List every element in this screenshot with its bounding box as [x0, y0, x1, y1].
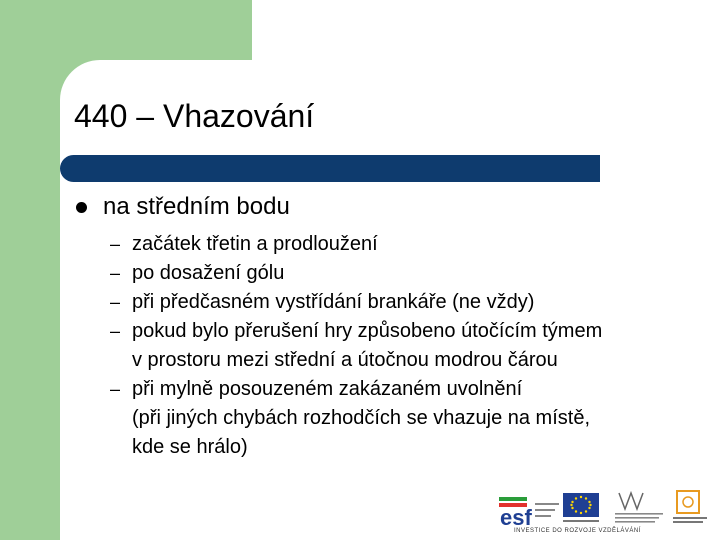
- dash-icon: –: [110, 321, 121, 341]
- logo-caption: INVESTICE DO ROZVOJE VZDĚLÁVÁNÍ: [514, 528, 641, 534]
- sub-bullet-item: [110, 288, 602, 317]
- sub-bullet-text: při předčasném vystřídání brankáře (ne vždy): [132, 291, 535, 313]
- op-logo-icon: [673, 491, 707, 523]
- dash-icon: –: [110, 292, 121, 312]
- sub-bullet-text: po dosažení gólu: [132, 262, 285, 284]
- slide-title: 440 – Vhazování: [74, 98, 315, 134]
- sub-bullet-item: [110, 375, 602, 462]
- sub-bullet-item: [110, 259, 602, 288]
- msmt-logo-icon: [615, 493, 663, 523]
- eu-flag-icon: [563, 493, 599, 522]
- sub-bullet-item: [110, 317, 602, 375]
- sub-bullet-list: [110, 230, 602, 462]
- main-bullet: [74, 193, 290, 221]
- bullet-dot-icon: [76, 202, 87, 213]
- esf-logo-icon: [499, 497, 559, 530]
- title-underline-bar: [60, 155, 600, 182]
- main-bullet-text: na středním bodu: [103, 193, 290, 220]
- dash-icon: –: [110, 379, 121, 399]
- esf-logo-text: esf: [500, 505, 532, 530]
- dash-icon: –: [110, 263, 121, 283]
- dash-icon: –: [110, 234, 121, 254]
- sub-bullet-text: pokud bylo přerušení hry způsobeno útočícím týmem v prostoru mezi střední a útočnou modrou čárou: [132, 320, 603, 371]
- sub-bullet-text: při mylně posouzeném zakázaném uvolnění (při jiných chybách rozhodčích se vhazuje na místě, kde se hrálo): [132, 378, 590, 458]
- sub-bullet-text: začátek třetin a prodloužení: [132, 233, 378, 255]
- sub-bullet-item: [110, 230, 602, 259]
